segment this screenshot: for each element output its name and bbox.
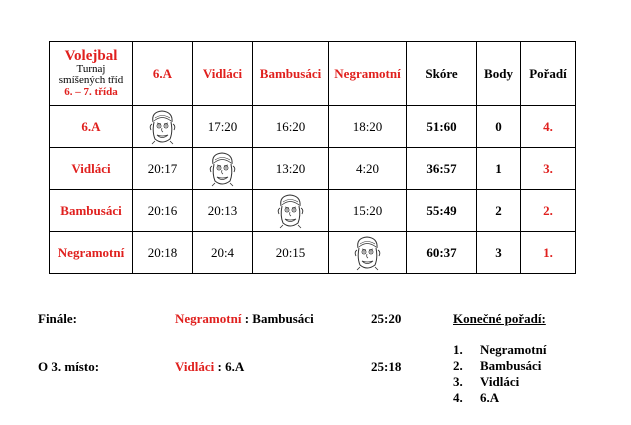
row-team: Vidláci [50, 148, 133, 190]
points-cell: 0 [477, 106, 521, 148]
points-cell: 1 [477, 148, 521, 190]
face-cell [193, 148, 253, 190]
standings-number: 1. [453, 342, 463, 357]
table-row [50, 190, 576, 232]
match-cell: 20:18 [133, 232, 193, 274]
column-header: Negramotní [329, 42, 407, 106]
final-match [175, 311, 314, 327]
score-cell: 60:37 [407, 232, 477, 274]
third-place-label: O 3. místo: [38, 359, 100, 374]
standings-list [453, 342, 546, 406]
match-cell: 18:20 [329, 106, 407, 148]
table-row [50, 232, 576, 274]
match-cell: 20:17 [133, 148, 193, 190]
score-cell: 36:57 [407, 148, 477, 190]
score-header: Skóre [407, 42, 477, 106]
face-cell [329, 232, 407, 274]
face-icon [273, 192, 309, 230]
standings-number: 2. [453, 358, 463, 373]
points-cell: 3 [477, 232, 521, 274]
third-separator: : [214, 359, 226, 374]
match-cell: 20:16 [133, 190, 193, 232]
match-cell: 20:4 [193, 232, 253, 274]
rank-cell: 2. [521, 190, 576, 232]
results-table [49, 41, 576, 274]
column-header: Bambusáci [253, 42, 329, 106]
table-row [50, 106, 576, 148]
score-cell: 51:60 [407, 106, 477, 148]
row-team: 6.A [50, 106, 133, 148]
row-team: Negramotní [50, 232, 133, 274]
corner-subtitle-3: 6. – 7. třída [64, 86, 118, 98]
third-place-score: 25:18 [371, 359, 402, 374]
corner-subtitle-1: Turnaj [76, 63, 106, 75]
face-cell [133, 106, 193, 148]
final-team-2: Bambusáci [252, 311, 314, 326]
corner-cell [50, 42, 133, 106]
match-cell: 16:20 [253, 106, 329, 148]
rank-cell: 3. [521, 148, 576, 190]
points-cell: 2 [477, 190, 521, 232]
standings-number: 3. [453, 374, 463, 389]
face-icon [350, 234, 386, 272]
face-icon [145, 108, 181, 146]
match-cell: 13:20 [253, 148, 329, 190]
final-label: Finále: [38, 311, 77, 326]
face-icon [205, 150, 241, 188]
row-team: Bambusáci [50, 190, 133, 232]
final-team-1: Negramotní [175, 311, 242, 326]
column-header: 6.A [133, 42, 193, 106]
match-cell: 17:20 [193, 106, 253, 148]
corner-title: Volejbal [64, 48, 118, 64]
standings-team: Negramotní [480, 342, 547, 357]
final-separator: : [241, 311, 253, 326]
match-cell: 20:13 [193, 190, 253, 232]
standings-team: Vidláci [480, 374, 520, 389]
rank-header: Pořadí [521, 42, 576, 106]
list-item [453, 374, 546, 390]
third-place-match [175, 359, 244, 375]
rank-cell: 1. [521, 232, 576, 274]
score-cell: 55:49 [407, 190, 477, 232]
match-cell: 20:15 [253, 232, 329, 274]
match-cell: 4:20 [329, 148, 407, 190]
corner-subtitle-2: smíšených tříd [58, 74, 124, 86]
list-item [453, 342, 546, 358]
final-score: 25:20 [371, 311, 402, 326]
face-cell [253, 190, 329, 232]
list-item [453, 358, 546, 374]
third-team-2: 6.A [225, 359, 245, 374]
rank-cell: 4. [521, 106, 576, 148]
points-header: Body [477, 42, 521, 106]
standings-team: 6.A [480, 390, 500, 405]
third-team-1: Vidláci [175, 359, 215, 374]
column-header: Vidláci [193, 42, 253, 106]
list-item [453, 390, 546, 406]
match-cell: 15:20 [329, 190, 407, 232]
table-row [50, 148, 576, 190]
header-row [50, 42, 576, 106]
standings-team: Bambusáci [480, 358, 542, 373]
standings-number: 4. [453, 390, 463, 405]
standings-heading: Konečné pořadí: [453, 311, 546, 326]
